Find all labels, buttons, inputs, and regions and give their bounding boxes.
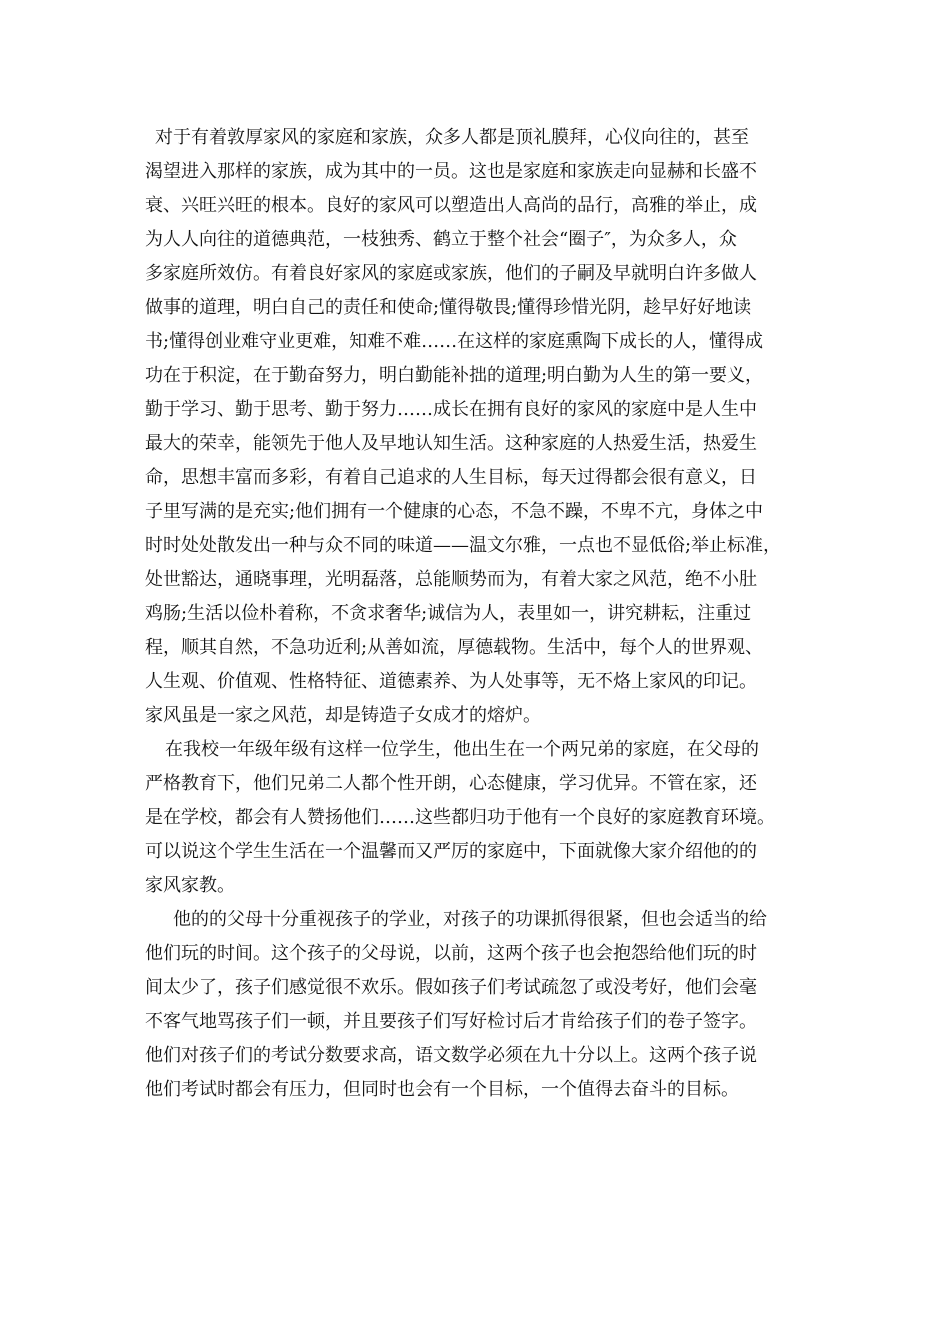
text-line: 鸡肠;生活以俭朴着称，不贪求奢华;诚信为人，表里如一，讲究耕耘，注重过 <box>145 603 752 624</box>
text-line: 勤于学习、勤于思考、勤于努力……成长在拥有良好的家风的家庭中是人生中 <box>145 399 757 420</box>
text-line: 在我校一年级年级有这样一位学生，他出生在一个两兄弟的家庭，在父母的 <box>165 739 759 760</box>
text-line: 不客气地骂孩子们一顿，并且要孩子们写好检讨后才肯给孩子们的卷子签字。 <box>145 1011 757 1032</box>
text-line: 衰、兴旺兴旺的根本。良好的家风可以塑造出人高尚的品行，高雅的举止，成 <box>145 195 757 216</box>
text-line: 可以说这个学生生活在一个温馨而又严厉的家庭中，下面就像大家介绍他的的 <box>145 841 757 862</box>
text-line: 处世豁达，通晓事理，光明磊落，总能顺势而为，有着大家之风范，绝不小肚 <box>145 569 757 590</box>
text-line: 家风家教。 <box>145 875 235 896</box>
text-line: 命，思想丰富而多彩，有着自己追求的人生目标，每天过得都会很有意义，日 <box>145 467 757 488</box>
text-line: 功在于积淀，在于勤奋努力，明白勤能补拙的道理;明白勤为人生的第一要义， <box>145 365 764 386</box>
text-line: 多家庭所效仿。有着良好家风的家庭或家族，他们的子嗣及早就明白许多做人 <box>145 263 757 284</box>
paragraph-2 <box>145 733 825 903</box>
paragraph-3 <box>145 903 825 1107</box>
text-line: 对于有着敦厚家风的家庭和家族，众多人都是顶礼膜拜，心仪向往的，甚至 <box>155 127 749 148</box>
text-line: 书;懂得创业难守业更难，知难不难……在这样的家庭熏陶下成长的人，懂得成 <box>145 331 764 352</box>
text-line: 他们考试时都会有压力，但同时也会有一个目标，一个值得去奋斗的目标。 <box>145 1079 739 1100</box>
text-line: 他们对孩子们的考试分数要求高，语文数学必须在九十分以上。这两个孩子说 <box>145 1045 757 1066</box>
text-line: 渴望进入那样的家族，成为其中的一员。这也是家庭和家族走向显赫和长盛不 <box>145 161 757 182</box>
text-line: 人生观、价值观、性格特征、道德素养、为人处事等，无不烙上家风的印记。 <box>145 671 757 692</box>
text-line: 他们玩的时间。这个孩子的父母说，以前，这两个孩子也会抱怨给他们玩的时 <box>145 943 757 964</box>
text-line: 他的的父母十分重视孩子的学业，对孩子的功课抓得很紧，但也会适当的给 <box>173 909 767 930</box>
text-line: 是在学校，都会有人赞扬他们……这些都归功于他有一个良好的家庭教育环境。 <box>145 807 775 828</box>
text-line: 子里写满的是充实;他们拥有一个健康的心态，不急不躁，不卑不亢，身体之中 <box>145 501 764 522</box>
text-line: 最大的荣幸，能领先于他人及早地认知生活。这种家庭的人热爱生活，热爱生 <box>145 433 757 454</box>
text-line: 间太少了，孩子们感觉很不欢乐。假如孩子们考试疏忽了或没考好，他们会毫 <box>145 977 757 998</box>
text-line: 时时处处散发出一种与众不同的味道——温文尔雅，一点也不显低俗;举止标准， <box>145 535 782 556</box>
document-body <box>145 121 825 1107</box>
text-line: 程，顺其自然，不急功近利;从善如流，厚德载物。生活中，每个人的世界观、 <box>145 637 764 658</box>
text-line: 做事的道理，明白自己的责任和使命;懂得敬畏;懂得珍惜光阴，趁早好好地读 <box>145 297 752 318</box>
text-line: 严格教育下，他们兄弟二人都个性开朗，心态健康，学习优异。不管在家，还 <box>145 773 757 794</box>
text-line: 家风虽是一家之风范，却是铸造子女成才的熔炉。 <box>145 705 541 726</box>
text-line: 为人人向往的道德典范，一枝独秀、鹤立于整个社会“圈子″，为众多人，众 <box>145 229 737 250</box>
paragraph-1 <box>145 121 825 733</box>
